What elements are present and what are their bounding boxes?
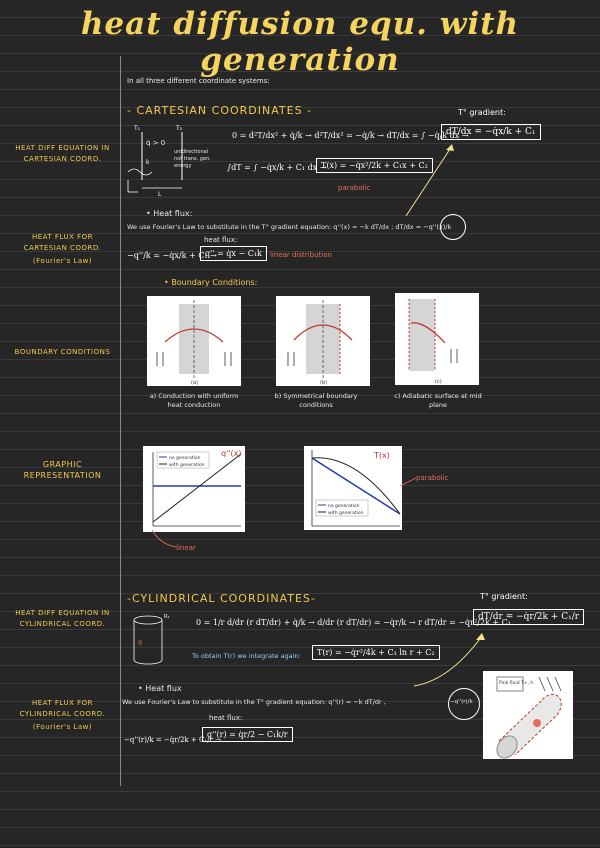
linear-pointer bbox=[150, 528, 180, 550]
label-boundary-conditions: BOUNDARY CONDITIONS bbox=[14, 348, 111, 356]
bc-caption-b: b) Symmetrical boundary conditions bbox=[274, 392, 358, 409]
bc-fig-c-label: (c) bbox=[435, 379, 442, 385]
temp-graph-title: T(x) bbox=[374, 451, 390, 460]
cylindrical-flux-box: q''(r) = q̇r/2 − C₁k/r bbox=[202, 727, 293, 742]
flux-legend-with-gen: with generation bbox=[169, 463, 205, 468]
cartesian-eq1: 0 = d²T/dx² + q̇/k → d²T/dx² = −q̇/k → dT/dx = ∫ −q̇/k dx → bbox=[232, 131, 469, 140]
linear-note: linear bbox=[176, 544, 196, 552]
bc-fig-b-label: (b) bbox=[320, 380, 328, 386]
cylindrical-obtain-text: To obtain T(r) we integrate again: bbox=[192, 652, 301, 660]
flux-graph-title: q''(x) bbox=[221, 449, 242, 458]
arrow-to-cyl-gradient bbox=[410, 630, 490, 690]
svg-text:T₁: T₁ bbox=[134, 125, 141, 132]
bc-fig-a-label: (a) bbox=[191, 380, 198, 386]
temp-legend-no-gen: no generation bbox=[328, 504, 360, 509]
svg-text:k: k bbox=[146, 159, 150, 166]
bc-figure-b bbox=[276, 296, 370, 386]
pipe-figure-badge: Pink fluid T∞, h bbox=[499, 681, 534, 686]
label-cylindrical-equation: HEAT DIFF EQUATION IN CYLINDRICAL COORD. bbox=[15, 609, 110, 628]
cartesian-temperature-box: T(x) = −q̇x²/2k + C₁x + C₂ bbox=[316, 158, 433, 173]
label-cartesian-equation: HEAT DIFF EQUATION IN CARTESIAN COORD. bbox=[15, 144, 110, 163]
arrow-to-gradient bbox=[400, 140, 460, 220]
parabolic-note: parabolic bbox=[338, 184, 371, 192]
slab-sketch-note: unidirectional not trans. gen. energy bbox=[174, 149, 211, 169]
cartesian-flux-box-label: heat flux: bbox=[204, 236, 238, 244]
cartesian-flux-bullet: • Heat flux: bbox=[146, 209, 193, 218]
cylindrical-flux-box-label: heat flux: bbox=[209, 714, 243, 722]
temperature-graph bbox=[304, 446, 402, 530]
cylindrical-flux-text: We use Fourier's Law to substitute in the T° gradient equation: q''(r) = −k dT/dr , bbox=[122, 698, 386, 706]
intro-text: In all three different coordinate systems: bbox=[127, 77, 270, 85]
svg-text:T₂: T₂ bbox=[176, 125, 183, 132]
parabolic-graph-note: parabolic bbox=[416, 474, 449, 482]
svg-text:L: L bbox=[158, 191, 162, 198]
bc-caption-c: c) Adiabatic surface at mid plane bbox=[394, 392, 482, 409]
cylinder-sketch bbox=[128, 612, 178, 670]
label-graphic-representation: GRAPHIC REPRESENTATION bbox=[23, 460, 102, 480]
label-cartesian-flux-sub: (Fourier's Law) bbox=[32, 257, 93, 265]
cartesian-gradient-label: T° gradient: bbox=[458, 108, 506, 117]
cylindrical-heading: -CYLINDRICAL COORDINATES- bbox=[127, 592, 316, 605]
cartesian-eq2: ∫dT = ∫ −q̇x/k + C₁ dx → bbox=[227, 163, 327, 172]
bc-figure-a bbox=[147, 296, 241, 386]
svg-text:R₁: R₁ bbox=[164, 614, 170, 620]
bc-caption-a: a) Conduction with uniform heat conduction bbox=[149, 392, 239, 409]
q-positive-note: q̇ > 0 bbox=[146, 139, 166, 147]
svg-text:q̇: q̇ bbox=[138, 639, 142, 646]
cylindrical-eq1: 0 = 1/r d/dr (r dT/dr) + q̇/k → d/dr (r dT/dr) = −q̇r/k → r dT/dr = −q̇r²/2k + C₁ bbox=[196, 618, 511, 627]
cartesian-flux-text: We use Fourier's Law to substitute in the T° gradient equation: q''(x) = −k dT/dx ; dT/dx = −q''(x)/k bbox=[127, 223, 452, 231]
pipe-figure bbox=[483, 671, 573, 759]
highlight-circle bbox=[440, 214, 466, 240]
cylindrical-gradient-box: dT/dr = −q̇r/2k + C₁/r bbox=[473, 609, 584, 625]
margin-divider bbox=[120, 56, 121, 786]
cylindrical-gradient-label: T° gradient: bbox=[480, 592, 528, 601]
bc-figure-c bbox=[395, 293, 479, 385]
cylindrical-flux-eq: −q''(r)/k = −q̇r/2k + C₁/r → bbox=[124, 736, 221, 744]
cartesian-flux-box: q'' = q̇x − C₁k bbox=[200, 246, 267, 261]
cartesian-heading: - CARTESIAN COORDINATES - bbox=[127, 104, 313, 117]
bc-heading: • Boundary Conditions: bbox=[164, 278, 258, 287]
label-cylindrical-flux: HEAT FLUX FOR CYLINDRICAL COORD. bbox=[19, 699, 106, 718]
cylindrical-flux-bullet: • Heat flux bbox=[138, 684, 182, 693]
cartesian-gradient-box: dT/dx = −q̇x/k + C₁ bbox=[441, 124, 541, 140]
parabolic-pointer bbox=[398, 474, 418, 488]
cartesian-flux-eq: −q''/k = −q̇x/k + C₁ → bbox=[127, 251, 217, 260]
flux-legend-no-gen: no generation bbox=[169, 456, 201, 461]
temp-legend-with-gen: with generation bbox=[328, 511, 364, 516]
cylindrical-circle-text: −q''(r)/k bbox=[450, 699, 473, 705]
flux-graph bbox=[143, 446, 245, 532]
label-cylindrical-flux-sub: (Fourier's Law) bbox=[32, 723, 93, 731]
cylindrical-temperature-box: T(r) = −q̇r²/4k + C₁ ln r + C₂ bbox=[312, 645, 440, 660]
page-title: heat diffusion equ. with generation bbox=[80, 6, 520, 78]
linear-distribution-note: linear distribution bbox=[270, 251, 332, 259]
label-cartesian-flux: HEAT FLUX FOR CARTESIAN COORD. bbox=[23, 233, 102, 252]
